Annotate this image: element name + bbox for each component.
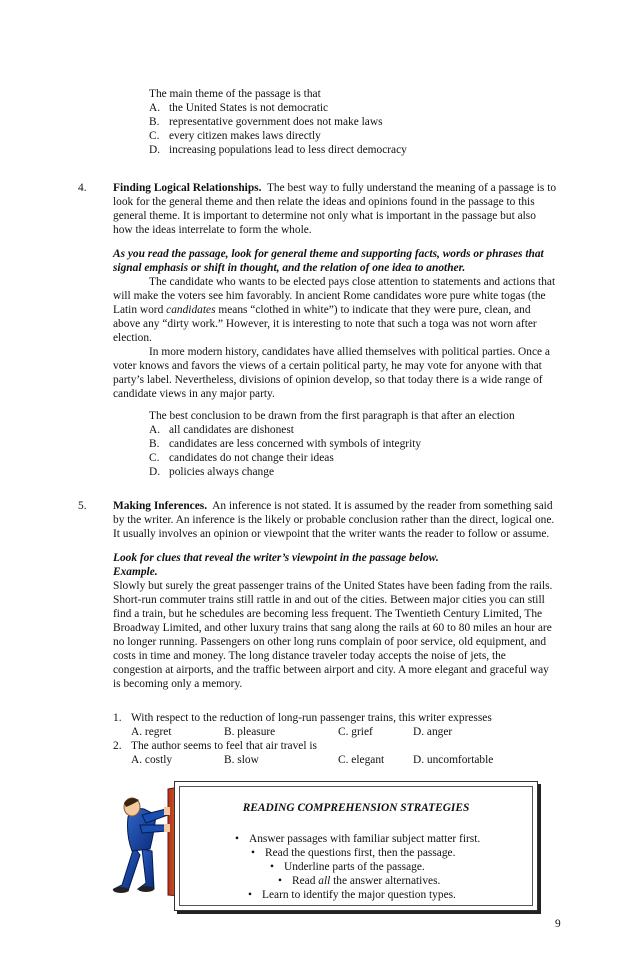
question-number: 1. bbox=[113, 712, 122, 724]
page-number: 9 bbox=[555, 918, 561, 930]
option-text: candidates are less concerned with symbols of integrity bbox=[169, 438, 422, 450]
option-letter: D. bbox=[149, 466, 161, 478]
section4-passage-6: voter knows and favors the views of a certain political party, he may vote for anyone with that bbox=[113, 360, 542, 372]
section4-option-c bbox=[149, 451, 334, 465]
section4-passage-1: will make the voters see him favorably. In ancient Rome candidates wore pure white togas (the bbox=[113, 290, 546, 302]
section4-option-d bbox=[149, 465, 274, 479]
section4-option-a bbox=[149, 423, 294, 437]
option-text: policies always change bbox=[169, 466, 275, 478]
question-number: 2. bbox=[113, 740, 122, 752]
q1-choice-b: B. pleasure bbox=[224, 726, 276, 738]
strategy-item-1 bbox=[235, 833, 480, 845]
section5-passage-4: no longer running. Passengers on other long runs complain of poor service, old equipment, and bbox=[113, 636, 547, 648]
q1-choice-d: D. anger bbox=[413, 726, 453, 738]
section5-passage-5: costs in time and money. The long distance traveler today accepts the noise of jets, the bbox=[113, 650, 506, 662]
section4-intro-0: The best way to fully understand the meaning of a passage is to bbox=[266, 182, 557, 194]
section4-option-b bbox=[149, 437, 421, 451]
option-text: all candidates are dishonest bbox=[169, 424, 294, 436]
section4-passage-5: In more modern history, candidates have allied themselves with political parties. Once a bbox=[149, 346, 550, 358]
section4-passage-0: The candidate who wants to be elected pays close attention to statements and actions that bbox=[149, 276, 556, 288]
strategies-title: READING COMPREHENSION STRATEGIES bbox=[242, 802, 470, 814]
strategy-text: Learn to identify the major question types. bbox=[262, 889, 456, 901]
strategy-text: Underline parts of the passage. bbox=[284, 861, 425, 873]
section4-passage-8: candidate views in any major party. bbox=[113, 388, 275, 400]
strategy-italic: all bbox=[318, 875, 331, 887]
q2-choice-d: D. uncomfortable bbox=[413, 754, 494, 766]
strategy-text: Read bbox=[292, 875, 319, 887]
option-letter: C. bbox=[149, 452, 160, 464]
section4-intro-1: look for the general theme and then relate the ideas and opinions found in the passage to this bbox=[113, 196, 535, 208]
q2-choice-b: B. slow bbox=[224, 754, 259, 766]
section4-intro-2: general theme. It is important to determine not only what is important in the passage but also bbox=[113, 210, 536, 222]
section5-passage-3: Broadway Limited, and other luxury trains that sang along the rails at 60 to 80 miles an hour are bbox=[113, 622, 552, 634]
option-text: the United States is not democratic bbox=[169, 102, 329, 114]
option-letter: A. bbox=[149, 424, 161, 436]
q3-stem: The main theme of the passage is that bbox=[149, 88, 321, 100]
section5-intro-0: An inference is not stated. It is assumed by the reader from something said bbox=[212, 500, 553, 512]
section4-heading-line bbox=[113, 181, 556, 195]
passage-text: means “clothed in white”) to indicate that they were pure, clean, and bbox=[215, 304, 531, 316]
section4-instruction-0: As you read the passage, look for general theme and supporting facts, words or phrases that bbox=[113, 248, 544, 260]
section4-passage-2 bbox=[113, 303, 531, 317]
option-text: candidates do not change their ideas bbox=[169, 452, 334, 464]
q3-option-b bbox=[149, 115, 383, 129]
strategies-box-inner bbox=[179, 786, 533, 906]
section5-intro-1: by the writer. An inference is the likely or probable conclusion rather than the direct, logical one. bbox=[113, 514, 555, 526]
strategy-text: Answer passages with familiar subject matter first. bbox=[249, 833, 481, 845]
strategy-text: Read the questions first, then the passage. bbox=[265, 847, 456, 859]
passage-italic-word: candidates bbox=[166, 304, 216, 316]
q1-choice-c: C. grief bbox=[338, 726, 373, 738]
strategy-item-3 bbox=[270, 861, 425, 873]
section4-passage-4: election. bbox=[113, 332, 152, 344]
option-text: increasing populations lead to less direct democracy bbox=[169, 144, 407, 156]
section5-passage-1: Short-run commuter trains still rattle in and out of the cities. Between major cities you can still bbox=[113, 594, 545, 606]
section4-question-stem: The best conclusion to be drawn from the first paragraph is that after an election bbox=[149, 410, 515, 422]
section4-passage-3: above any “dirty work.” However, it is interesting to note that such a toga was not worn after bbox=[113, 318, 537, 330]
section5-passage-2: find a train, but he schedules are becoming less frequent. The Twentieth Century Limited, The bbox=[113, 608, 543, 620]
bullet: • bbox=[270, 861, 274, 873]
q2-stem-line bbox=[113, 739, 317, 753]
section5-example-label: Example. bbox=[113, 566, 158, 578]
passage-text: Latin word bbox=[113, 304, 167, 316]
question-stem: With respect to the reduction of long-run passenger trains, this writer expresses bbox=[131, 712, 492, 724]
q3-option-d bbox=[149, 143, 407, 157]
bullet: • bbox=[248, 889, 252, 901]
section5-passage-0: Slowly but surely the great passenger trains of the United States have been fading from the rails. bbox=[113, 580, 553, 592]
strategy-item-5 bbox=[248, 889, 456, 901]
section4-number: 4. bbox=[78, 182, 87, 194]
section5-heading: Making Inferences. bbox=[113, 500, 208, 512]
q2-choice-a: A. costly bbox=[131, 754, 173, 766]
option-letter: B. bbox=[149, 116, 160, 128]
option-text: representative government does not make laws bbox=[169, 116, 383, 128]
section4-instruction-1: signal emphasis or shift in thought, and the relation of one idea to another. bbox=[113, 262, 466, 274]
section4-passage-7: party’s label. Nevertheless, divisions of opinion develop, so that today there is a wide range of bbox=[113, 374, 543, 386]
option-text: every citizen makes laws directly bbox=[169, 130, 321, 142]
section5-intro-2: It usually involves an opinion or viewpoint that the writer wants the reader to follow or assume. bbox=[113, 528, 550, 540]
section5-heading-line bbox=[113, 499, 553, 513]
strategy-text: the answer alternatives. bbox=[330, 875, 441, 887]
q1-choice-a: A. regret bbox=[131, 726, 172, 738]
section5-number: 5. bbox=[78, 500, 87, 512]
section4-intro-3: how the ideas interrelate to form the whole. bbox=[113, 224, 312, 236]
q1-stem-line bbox=[113, 711, 492, 725]
q3-option-a bbox=[149, 101, 328, 115]
strategy-item-2 bbox=[251, 847, 455, 859]
bullet: • bbox=[235, 833, 239, 845]
bullet: • bbox=[278, 875, 282, 887]
strategies-box bbox=[174, 781, 538, 911]
q2-choice-c: C. elegant bbox=[338, 754, 385, 766]
question-stem: The author seems to feel that air travel is bbox=[131, 740, 317, 752]
q3-option-c bbox=[149, 129, 321, 143]
section5-passage-7: is becoming only a memory. bbox=[113, 678, 243, 690]
option-letter: B. bbox=[149, 438, 160, 450]
section5-instruction: Look for clues that reveal the writer’s viewpoint in the passage below. bbox=[113, 552, 439, 564]
section4-heading: Finding Logical Relationships. bbox=[113, 182, 262, 194]
option-letter: A. bbox=[149, 102, 161, 114]
option-letter: D. bbox=[149, 144, 161, 156]
bullet: • bbox=[251, 847, 255, 859]
option-letter: C. bbox=[149, 130, 160, 142]
section5-passage-6: congestion at airports, and the traffic between airport and city. A more elegant and graceful way bbox=[113, 664, 549, 676]
strategy-item-4 bbox=[278, 875, 440, 887]
